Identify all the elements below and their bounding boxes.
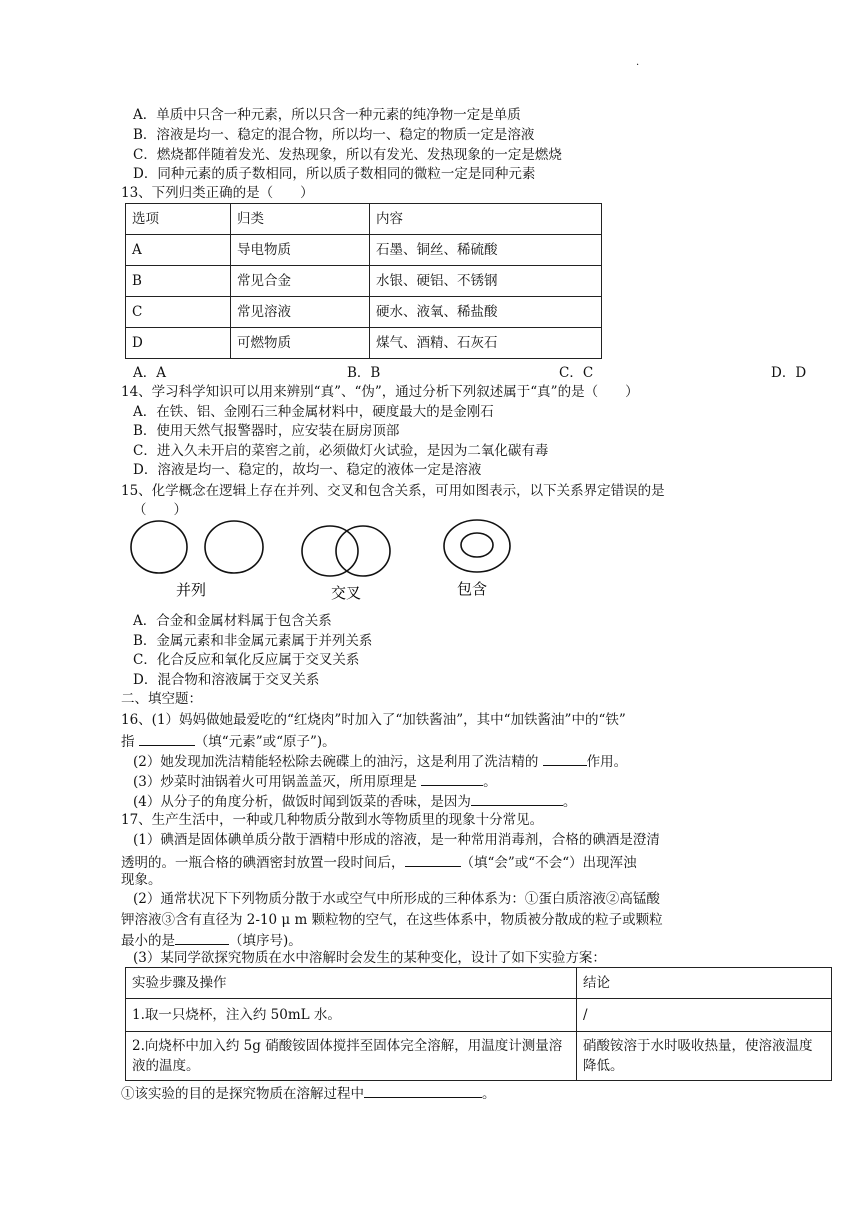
parallel-circle-left <box>131 521 187 573</box>
q17-text: 透明的。一瓶合格的碘酒密封放置一段时间后， <box>121 855 405 871</box>
table-cell: 常见合金 <box>231 266 370 297</box>
intersect-circle-left <box>302 526 358 576</box>
q13-answer-c: C．C <box>559 365 594 381</box>
q15-option-a: A．合金和金属材料属于包含关系 <box>133 613 332 629</box>
table-header-cell: 实验步骤及操作 <box>126 968 577 999</box>
table-row <box>126 204 602 235</box>
q16-line-3 <box>133 750 627 772</box>
table-cell: 可燃物质 <box>231 328 370 359</box>
q15-option-b: B．金属元素和非金属元素属于并列关系 <box>133 633 373 649</box>
q13-answer-d: D．D <box>771 365 807 381</box>
table-cell: 常见溶液 <box>231 297 370 328</box>
answer-blank <box>139 730 195 746</box>
q17-line-3 <box>121 851 637 873</box>
contain-diagram <box>444 520 510 598</box>
q16-text: （填“元素”或“原子”)。 <box>194 734 336 750</box>
table-row <box>126 266 602 297</box>
table-row <box>126 999 832 1032</box>
q14-option-c: C．进入久未开启的菜窖之前，必须做灯火试验，是因为二氧化碳有毒 <box>133 443 549 459</box>
table-cell: / <box>577 999 832 1032</box>
q16-text: (4）从分子的角度分析，做饭时闻到饭菜的香味，是因为 <box>133 794 471 810</box>
table-cell: B <box>126 266 231 297</box>
q12-option-a: A．单质中只含一种元素，所以只含一种元素的纯净物一定是单质 <box>133 107 521 123</box>
q13-answer-b: B．B <box>347 365 381 381</box>
table-row <box>126 328 602 359</box>
q17-line-1: 17、生产生活中，一种或几种物质分散到水等物质里的现象十分常见。 <box>121 812 544 828</box>
page-mark: . <box>636 57 640 68</box>
q17-text: （填序号)。 <box>229 933 302 949</box>
table-cell: 导电物质 <box>231 235 370 266</box>
contain-circle-outer <box>444 520 510 572</box>
section-heading: 二、填空题： <box>121 691 202 707</box>
relation-diagram <box>130 518 530 608</box>
table-row <box>126 297 602 328</box>
table-cell: 2.向烧杯中加入约 5g 硝酸铵固体搅拌至固体完全溶解，用温度计测量溶液的温度。 <box>126 1032 577 1081</box>
q17-line-6: 钾溶液③含有直径为 2-10 μ m 颗粒物的空气，在这些体系中，物质被分散成的粒子或颗粒 <box>121 912 663 928</box>
intersect-diagram <box>302 526 390 602</box>
q15-stem: 15、化学概念在逻辑上存在并列、交叉和包含关系，可用如图表示，以下关系界定错误的是 <box>121 483 665 499</box>
experiment-table <box>125 967 832 1081</box>
q13-table <box>125 203 602 359</box>
answer-blank <box>175 929 229 945</box>
q17-line-4: 现象。 <box>121 872 162 888</box>
q15-stem-cont: （ ） <box>133 502 187 518</box>
answer-blank <box>364 1082 482 1098</box>
contain-label: 包含 <box>457 580 488 598</box>
contain-circle-inner <box>461 533 493 557</box>
q17-text: ①该实验的目的是探究物质在溶解过程中 <box>121 1086 364 1102</box>
q16-line-4 <box>133 770 497 792</box>
q12-option-b: B．溶液是均一、稳定的混合物，所以均一、稳定的物质一定是溶液 <box>133 127 535 143</box>
q17-line-5: (2）通常状况下下列物质分散于水或空气中所形成的三种体系为：①蛋白质溶液②高锰酸 <box>133 891 660 907</box>
answer-blank <box>405 851 461 867</box>
answer-blank <box>471 790 563 806</box>
answer-blank <box>543 750 587 766</box>
parallel-circle-right <box>205 521 263 573</box>
table-header-cell: 归类 <box>231 204 370 235</box>
q15-option-d: D．混合物和溶液属于交叉关系 <box>133 672 320 688</box>
q17-line-2: (1）碘酒是固体碘单质分散于酒精中形成的溶液，是一种常用消毒剂，合格的碘酒是澄清 <box>133 832 660 848</box>
q14-option-d: D．溶液是均一、稳定的，故均一、稳定的液体一定是溶液 <box>133 462 482 478</box>
q14-stem: 14、学习科学知识可以用来辨别“真”、“伪”，通过分析下列叙述属于“真”的是（ ） <box>121 384 639 400</box>
q17-line-8: (3）某同学欲探究物质在水中溶解时会发生的某种变化，设计了如下实验方案： <box>133 950 606 966</box>
q16-text: (2）她发现加洗洁精能轻松除去碗碟上的油污，这是利用了洗洁精的 <box>133 754 543 770</box>
table-cell: 1.取一只烧杯，注入约 50mL 水。 <box>126 999 577 1032</box>
q13-answer-a: A．A <box>133 365 166 381</box>
q17-text: 。 <box>482 1086 496 1102</box>
q16-line-1: 16、(1）妈妈做她最爱吃的“红烧肉”时加入了“加铁酱油”，其中“加铁酱油”中的“铁” <box>121 712 626 728</box>
q17-text: 最小的是 <box>121 933 175 949</box>
q14-option-a: A．在铁、铝、金刚石三种金属材料中，硬度最大的是金刚石 <box>133 404 494 420</box>
table-cell: D <box>126 328 231 359</box>
q16-text: 。 <box>562 794 577 810</box>
q16-text: 。 <box>483 774 497 790</box>
parallel-label: 并列 <box>176 581 207 599</box>
parallel-diagram <box>131 521 263 599</box>
table-cell: A <box>126 235 231 266</box>
table-cell: 硬水、液氧、稀盐酸 <box>370 297 602 328</box>
q15-option-c: C．化合反应和氧化反应属于交叉关系 <box>133 652 360 668</box>
q13-stem: 13、下列归类正确的是（ ） <box>121 185 314 201</box>
table-row <box>126 235 602 266</box>
q12-option-d: D．同种元素的质子数相同，所以质子数相同的微粒一定是同种元素 <box>133 166 536 182</box>
table-cell: 硝酸铵溶于水时吸收热量，使溶液温度降低。 <box>577 1032 832 1081</box>
q17-line-9 <box>121 1082 496 1104</box>
table-header-cell: 结论 <box>577 968 832 999</box>
q14-option-b: B．使用天然气报警器时，应安装在厨房顶部 <box>133 423 400 439</box>
table-row <box>126 1032 832 1081</box>
q16-text: 指 <box>121 734 139 750</box>
q16-text: 作用。 <box>586 754 628 770</box>
q16-line-5 <box>133 790 576 812</box>
table-cell: C <box>126 297 231 328</box>
table-header-cell: 选项 <box>126 204 231 235</box>
q13-answer-options <box>121 363 811 383</box>
answer-blank <box>421 770 483 786</box>
table-cell: 水银、硬铝、不锈钢 <box>370 266 602 297</box>
intersect-circle-right <box>336 526 390 576</box>
intersect-label: 交叉 <box>331 584 362 602</box>
q16-text: (3）炒菜时油锅着火可用锅盖盖灭，所用原理是 <box>133 774 422 790</box>
table-header-cell: 内容 <box>370 204 602 235</box>
q16-line-2 <box>121 730 336 752</box>
table-cell: 石墨、铜丝、稀硫酸 <box>370 235 602 266</box>
table-row <box>126 968 832 999</box>
q17-text: （填“会”或“不会“）出现浑浊 <box>460 855 637 871</box>
q12-option-c: C．燃烧都伴随着发光、发热现象，所以有发光、发热现象的一定是燃烧 <box>133 147 562 163</box>
table-cell: 煤气、酒精、石灰石 <box>370 328 602 359</box>
